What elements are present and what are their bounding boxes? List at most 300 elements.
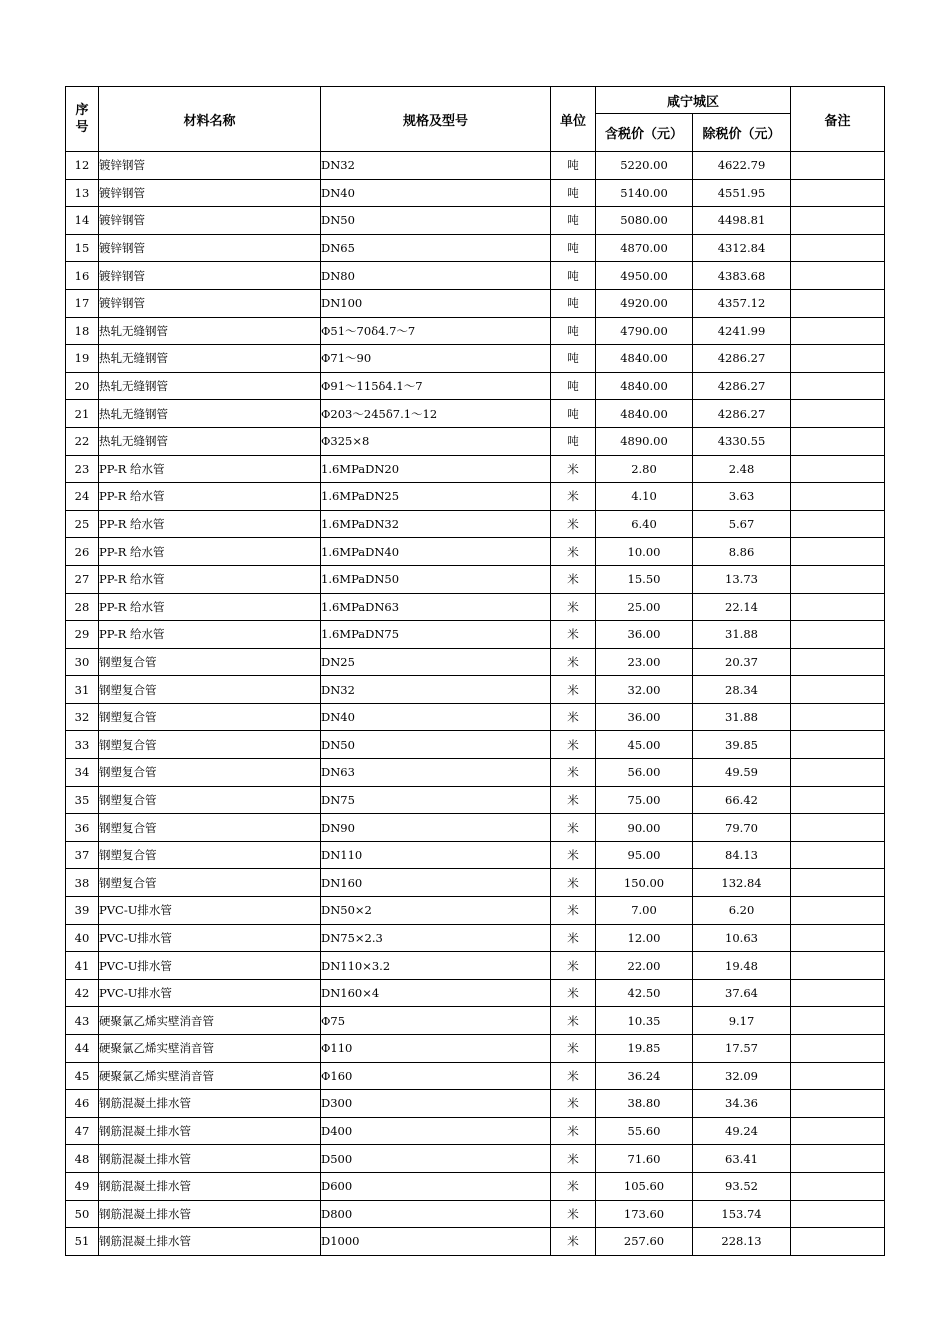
material-name-cell: 钢塑复合管 bbox=[99, 759, 321, 787]
price-with-tax-cell: 4790.00 bbox=[596, 317, 693, 345]
row-no-cell: 12 bbox=[66, 152, 99, 180]
price-with-tax-cell: 5140.00 bbox=[596, 179, 693, 207]
table-row bbox=[66, 234, 885, 262]
spec-model-cell: DN90 bbox=[321, 814, 551, 842]
table-row bbox=[66, 786, 885, 814]
table-row bbox=[66, 317, 885, 345]
price-without-tax-cell: 4383.68 bbox=[693, 262, 791, 290]
price-without-tax-cell: 49.24 bbox=[693, 1117, 791, 1145]
unit-cell: 米 bbox=[551, 786, 596, 814]
row-no-cell: 27 bbox=[66, 565, 99, 593]
row-no-cell: 32 bbox=[66, 703, 99, 731]
table-row bbox=[66, 207, 885, 235]
header-spec: 规格及型号 bbox=[321, 87, 551, 152]
price-with-tax-cell: 90.00 bbox=[596, 814, 693, 842]
unit-cell: 米 bbox=[551, 1228, 596, 1256]
spec-model-cell: D300 bbox=[321, 1090, 551, 1118]
price-with-tax-cell: 5220.00 bbox=[596, 152, 693, 180]
unit-cell: 米 bbox=[551, 1035, 596, 1063]
remark-cell bbox=[791, 731, 885, 759]
remark-cell bbox=[791, 841, 885, 869]
price-with-tax-cell: 15.50 bbox=[596, 565, 693, 593]
remark-cell bbox=[791, 924, 885, 952]
material-name-cell: 硬聚氯乙烯实壁消音管 bbox=[99, 1035, 321, 1063]
price-without-tax-cell: 153.74 bbox=[693, 1200, 791, 1228]
header-region: 咸宁城区 bbox=[596, 87, 791, 114]
spec-model-cell: DN50 bbox=[321, 207, 551, 235]
price-without-tax-cell: 17.57 bbox=[693, 1035, 791, 1063]
table-row bbox=[66, 345, 885, 373]
price-with-tax-cell: 55.60 bbox=[596, 1117, 693, 1145]
table-row bbox=[66, 510, 885, 538]
table-row bbox=[66, 179, 885, 207]
row-no-cell: 41 bbox=[66, 952, 99, 980]
spec-model-cell: DN160×4 bbox=[321, 979, 551, 1007]
unit-cell: 吨 bbox=[551, 372, 596, 400]
price-without-tax-cell: 32.09 bbox=[693, 1062, 791, 1090]
material-name-cell: PVC-U排水管 bbox=[99, 979, 321, 1007]
spec-model-cell: DN32 bbox=[321, 152, 551, 180]
remark-cell bbox=[791, 786, 885, 814]
table-row bbox=[66, 1228, 885, 1256]
remark-cell bbox=[791, 152, 885, 180]
table-row bbox=[66, 1200, 885, 1228]
table-row bbox=[66, 1172, 885, 1200]
price-without-tax-cell: 4241.99 bbox=[693, 317, 791, 345]
table-row bbox=[66, 565, 885, 593]
unit-cell: 米 bbox=[551, 1145, 596, 1173]
price-without-tax-cell: 4286.27 bbox=[693, 372, 791, 400]
price-without-tax-cell: 4357.12 bbox=[693, 289, 791, 317]
header-no: 序 号 bbox=[66, 87, 99, 152]
row-no-cell: 23 bbox=[66, 455, 99, 483]
price-without-tax-cell: 8.86 bbox=[693, 538, 791, 566]
material-name-cell: 硬聚氯乙烯实壁消音管 bbox=[99, 1007, 321, 1035]
unit-cell: 米 bbox=[551, 483, 596, 511]
row-no-cell: 19 bbox=[66, 345, 99, 373]
spec-model-cell: 1.6MPaDN50 bbox=[321, 565, 551, 593]
remark-cell bbox=[791, 510, 885, 538]
remark-cell bbox=[791, 1200, 885, 1228]
spec-model-cell: DN63 bbox=[321, 759, 551, 787]
remark-cell bbox=[791, 1117, 885, 1145]
header-remark: 备注 bbox=[791, 87, 885, 152]
spec-model-cell: Φ75 bbox=[321, 1007, 551, 1035]
spec-model-cell: Φ160 bbox=[321, 1062, 551, 1090]
table-row bbox=[66, 897, 885, 925]
table-row bbox=[66, 483, 885, 511]
material-name-cell: 钢筋混凝土排水管 bbox=[99, 1228, 321, 1256]
price-with-tax-cell: 4920.00 bbox=[596, 289, 693, 317]
row-no-cell: 22 bbox=[66, 427, 99, 455]
material-name-cell: PP-R 给水管 bbox=[99, 593, 321, 621]
remark-cell bbox=[791, 427, 885, 455]
material-name-cell: 钢塑复合管 bbox=[99, 869, 321, 897]
remark-cell bbox=[791, 897, 885, 925]
price-with-tax-cell: 2.80 bbox=[596, 455, 693, 483]
table-row bbox=[66, 676, 885, 704]
row-no-cell: 42 bbox=[66, 979, 99, 1007]
spec-model-cell: DN160 bbox=[321, 869, 551, 897]
remark-cell bbox=[791, 455, 885, 483]
unit-cell: 米 bbox=[551, 1117, 596, 1145]
price-with-tax-cell: 95.00 bbox=[596, 841, 693, 869]
remark-cell bbox=[791, 345, 885, 373]
remark-cell bbox=[791, 317, 885, 345]
unit-cell: 吨 bbox=[551, 317, 596, 345]
material-name-cell: PP-R 给水管 bbox=[99, 565, 321, 593]
spec-model-cell: D600 bbox=[321, 1172, 551, 1200]
table-row bbox=[66, 1145, 885, 1173]
table-row bbox=[66, 455, 885, 483]
table-row bbox=[66, 924, 885, 952]
price-with-tax-cell: 36.00 bbox=[596, 703, 693, 731]
unit-cell: 米 bbox=[551, 1200, 596, 1228]
spec-model-cell: Φ51～70δ4.7～7 bbox=[321, 317, 551, 345]
remark-cell bbox=[791, 372, 885, 400]
table-row bbox=[66, 152, 885, 180]
price-with-tax-cell: 36.00 bbox=[596, 621, 693, 649]
spec-model-cell: 1.6MPaDN20 bbox=[321, 455, 551, 483]
unit-cell: 吨 bbox=[551, 234, 596, 262]
remark-cell bbox=[791, 648, 885, 676]
row-no-cell: 21 bbox=[66, 400, 99, 428]
material-name-cell: 热轧无缝钢管 bbox=[99, 400, 321, 428]
table-row bbox=[66, 703, 885, 731]
spec-model-cell: DN50 bbox=[321, 731, 551, 759]
price-without-tax-cell: 4551.95 bbox=[693, 179, 791, 207]
material-name-cell: 硬聚氯乙烯实壁消音管 bbox=[99, 1062, 321, 1090]
price-with-tax-cell: 71.60 bbox=[596, 1145, 693, 1173]
row-no-cell: 31 bbox=[66, 676, 99, 704]
spec-model-cell: 1.6MPaDN75 bbox=[321, 621, 551, 649]
remark-cell bbox=[791, 565, 885, 593]
table-row bbox=[66, 841, 885, 869]
remark-cell bbox=[791, 952, 885, 980]
material-name-cell: PP-R 给水管 bbox=[99, 621, 321, 649]
row-no-cell: 34 bbox=[66, 759, 99, 787]
spec-model-cell: DN110×3.2 bbox=[321, 952, 551, 980]
table-row bbox=[66, 427, 885, 455]
price-with-tax-cell: 4.10 bbox=[596, 483, 693, 511]
row-no-cell: 45 bbox=[66, 1062, 99, 1090]
price-with-tax-cell: 6.40 bbox=[596, 510, 693, 538]
price-without-tax-cell: 5.67 bbox=[693, 510, 791, 538]
spec-model-cell: DN110 bbox=[321, 841, 551, 869]
price-with-tax-cell: 4840.00 bbox=[596, 400, 693, 428]
unit-cell: 米 bbox=[551, 648, 596, 676]
material-name-cell: 钢筋混凝土排水管 bbox=[99, 1172, 321, 1200]
price-without-tax-cell: 4312.84 bbox=[693, 234, 791, 262]
remark-cell bbox=[791, 207, 885, 235]
row-no-cell: 17 bbox=[66, 289, 99, 317]
material-name-cell: PP-R 给水管 bbox=[99, 455, 321, 483]
material-name-cell: 镀锌钢管 bbox=[99, 152, 321, 180]
spec-model-cell: D1000 bbox=[321, 1228, 551, 1256]
price-with-tax-cell: 10.35 bbox=[596, 1007, 693, 1035]
table-row bbox=[66, 952, 885, 980]
row-no-cell: 49 bbox=[66, 1172, 99, 1200]
price-with-tax-cell: 4870.00 bbox=[596, 234, 693, 262]
remark-cell bbox=[791, 1007, 885, 1035]
price-with-tax-cell: 19.85 bbox=[596, 1035, 693, 1063]
price-without-tax-cell: 9.17 bbox=[693, 1007, 791, 1035]
price-without-tax-cell: 37.64 bbox=[693, 979, 791, 1007]
unit-cell: 米 bbox=[551, 952, 596, 980]
row-no-cell: 47 bbox=[66, 1117, 99, 1145]
price-without-tax-cell: 10.63 bbox=[693, 924, 791, 952]
price-without-tax-cell: 28.34 bbox=[693, 676, 791, 704]
price-with-tax-cell: 173.60 bbox=[596, 1200, 693, 1228]
remark-cell bbox=[791, 593, 885, 621]
spec-model-cell: DN40 bbox=[321, 179, 551, 207]
price-without-tax-cell: 4286.27 bbox=[693, 345, 791, 373]
spec-model-cell: 1.6MPaDN40 bbox=[321, 538, 551, 566]
header-price-tax: 含税价（元） bbox=[596, 114, 693, 152]
material-name-cell: PP-R 给水管 bbox=[99, 483, 321, 511]
price-with-tax-cell: 25.00 bbox=[596, 593, 693, 621]
unit-cell: 米 bbox=[551, 731, 596, 759]
remark-cell bbox=[791, 979, 885, 1007]
unit-cell: 米 bbox=[551, 897, 596, 925]
unit-cell: 米 bbox=[551, 703, 596, 731]
price-without-tax-cell: 31.88 bbox=[693, 621, 791, 649]
spec-model-cell: DN75×2.3 bbox=[321, 924, 551, 952]
remark-cell bbox=[791, 814, 885, 842]
row-no-cell: 46 bbox=[66, 1090, 99, 1118]
price-without-tax-cell: 22.14 bbox=[693, 593, 791, 621]
price-with-tax-cell: 45.00 bbox=[596, 731, 693, 759]
unit-cell: 米 bbox=[551, 455, 596, 483]
material-name-cell: PVC-U排水管 bbox=[99, 897, 321, 925]
table-row bbox=[66, 1090, 885, 1118]
spec-model-cell: Φ71～90 bbox=[321, 345, 551, 373]
price-with-tax-cell: 56.00 bbox=[596, 759, 693, 787]
spec-model-cell: 1.6MPaDN25 bbox=[321, 483, 551, 511]
price-with-tax-cell: 4890.00 bbox=[596, 427, 693, 455]
unit-cell: 米 bbox=[551, 979, 596, 1007]
material-name-cell: 钢筋混凝土排水管 bbox=[99, 1200, 321, 1228]
spec-model-cell: Φ91～115δ4.1～7 bbox=[321, 372, 551, 400]
row-no-cell: 43 bbox=[66, 1007, 99, 1035]
price-with-tax-cell: 36.24 bbox=[596, 1062, 693, 1090]
remark-cell bbox=[791, 1062, 885, 1090]
row-no-cell: 26 bbox=[66, 538, 99, 566]
remark-cell bbox=[791, 621, 885, 649]
price-without-tax-cell: 31.88 bbox=[693, 703, 791, 731]
price-without-tax-cell: 3.63 bbox=[693, 483, 791, 511]
price-without-tax-cell: 39.85 bbox=[693, 731, 791, 759]
table-header bbox=[66, 87, 885, 152]
material-name-cell: 热轧无缝钢管 bbox=[99, 427, 321, 455]
unit-cell: 米 bbox=[551, 841, 596, 869]
price-with-tax-cell: 257.60 bbox=[596, 1228, 693, 1256]
table-row bbox=[66, 1062, 885, 1090]
table-row bbox=[66, 400, 885, 428]
remark-cell bbox=[791, 262, 885, 290]
unit-cell: 吨 bbox=[551, 152, 596, 180]
table-row bbox=[66, 1117, 885, 1145]
unit-cell: 米 bbox=[551, 593, 596, 621]
unit-cell: 米 bbox=[551, 869, 596, 897]
price-without-tax-cell: 132.84 bbox=[693, 869, 791, 897]
material-name-cell: 钢塑复合管 bbox=[99, 814, 321, 842]
row-no-cell: 50 bbox=[66, 1200, 99, 1228]
price-with-tax-cell: 7.00 bbox=[596, 897, 693, 925]
remark-cell bbox=[791, 1172, 885, 1200]
material-name-cell: 镀锌钢管 bbox=[99, 262, 321, 290]
header-price-notax: 除税价（元） bbox=[693, 114, 791, 152]
unit-cell: 米 bbox=[551, 510, 596, 538]
price-without-tax-cell: 6.20 bbox=[693, 897, 791, 925]
spec-model-cell: DN65 bbox=[321, 234, 551, 262]
price-without-tax-cell: 63.41 bbox=[693, 1145, 791, 1173]
table-row bbox=[66, 1007, 885, 1035]
price-with-tax-cell: 42.50 bbox=[596, 979, 693, 1007]
unit-cell: 米 bbox=[551, 621, 596, 649]
spec-model-cell: DN75 bbox=[321, 786, 551, 814]
spec-model-cell: DN50×2 bbox=[321, 897, 551, 925]
material-name-cell: 钢筋混凝土排水管 bbox=[99, 1117, 321, 1145]
material-name-cell: 钢塑复合管 bbox=[99, 703, 321, 731]
material-name-cell: PVC-U排水管 bbox=[99, 952, 321, 980]
remark-cell bbox=[791, 869, 885, 897]
row-no-cell: 13 bbox=[66, 179, 99, 207]
spec-model-cell: D500 bbox=[321, 1145, 551, 1173]
price-without-tax-cell: 84.13 bbox=[693, 841, 791, 869]
unit-cell: 吨 bbox=[551, 207, 596, 235]
remark-cell bbox=[791, 676, 885, 704]
price-without-tax-cell: 34.36 bbox=[693, 1090, 791, 1118]
table-row bbox=[66, 372, 885, 400]
row-no-cell: 38 bbox=[66, 869, 99, 897]
material-name-cell: 热轧无缝钢管 bbox=[99, 345, 321, 373]
table-row bbox=[66, 538, 885, 566]
spec-model-cell: DN80 bbox=[321, 262, 551, 290]
row-no-cell: 25 bbox=[66, 510, 99, 538]
row-no-cell: 28 bbox=[66, 593, 99, 621]
price-with-tax-cell: 75.00 bbox=[596, 786, 693, 814]
table-row bbox=[66, 593, 885, 621]
price-with-tax-cell: 23.00 bbox=[596, 648, 693, 676]
price-with-tax-cell: 22.00 bbox=[596, 952, 693, 980]
material-name-cell: PP-R 给水管 bbox=[99, 538, 321, 566]
table-row bbox=[66, 979, 885, 1007]
price-without-tax-cell: 13.73 bbox=[693, 565, 791, 593]
table-row bbox=[66, 814, 885, 842]
price-with-tax-cell: 4840.00 bbox=[596, 372, 693, 400]
price-without-tax-cell: 4498.81 bbox=[693, 207, 791, 235]
price-without-tax-cell: 93.52 bbox=[693, 1172, 791, 1200]
row-no-cell: 35 bbox=[66, 786, 99, 814]
unit-cell: 米 bbox=[551, 1090, 596, 1118]
price-without-tax-cell: 4622.79 bbox=[693, 152, 791, 180]
remark-cell bbox=[791, 1145, 885, 1173]
price-without-tax-cell: 4330.55 bbox=[693, 427, 791, 455]
spec-model-cell: Φ325×8 bbox=[321, 427, 551, 455]
unit-cell: 吨 bbox=[551, 262, 596, 290]
row-no-cell: 18 bbox=[66, 317, 99, 345]
material-name-cell: 钢塑复合管 bbox=[99, 676, 321, 704]
material-name-cell: 镀锌钢管 bbox=[99, 179, 321, 207]
row-no-cell: 48 bbox=[66, 1145, 99, 1173]
row-no-cell: 30 bbox=[66, 648, 99, 676]
unit-cell: 吨 bbox=[551, 179, 596, 207]
spec-model-cell: Φ203～245δ7.1～12 bbox=[321, 400, 551, 428]
remark-cell bbox=[791, 179, 885, 207]
unit-cell: 米 bbox=[551, 538, 596, 566]
remark-cell bbox=[791, 538, 885, 566]
price-without-tax-cell: 79.70 bbox=[693, 814, 791, 842]
table-body bbox=[66, 152, 885, 1256]
remark-cell bbox=[791, 1090, 885, 1118]
material-name-cell: 钢塑复合管 bbox=[99, 648, 321, 676]
price-with-tax-cell: 5080.00 bbox=[596, 207, 693, 235]
material-name-cell: 镀锌钢管 bbox=[99, 289, 321, 317]
header-name: 材料名称 bbox=[99, 87, 321, 152]
remark-cell bbox=[791, 759, 885, 787]
row-no-cell: 37 bbox=[66, 841, 99, 869]
unit-cell: 米 bbox=[551, 814, 596, 842]
price-without-tax-cell: 20.37 bbox=[693, 648, 791, 676]
material-name-cell: PVC-U排水管 bbox=[99, 924, 321, 952]
row-no-cell: 20 bbox=[66, 372, 99, 400]
spec-model-cell: D800 bbox=[321, 1200, 551, 1228]
spec-model-cell: DN25 bbox=[321, 648, 551, 676]
material-name-cell: PP-R 给水管 bbox=[99, 510, 321, 538]
price-table bbox=[65, 86, 885, 1256]
price-without-tax-cell: 4286.27 bbox=[693, 400, 791, 428]
spec-model-cell: DN100 bbox=[321, 289, 551, 317]
row-no-cell: 39 bbox=[66, 897, 99, 925]
table-row bbox=[66, 731, 885, 759]
material-name-cell: 镀锌钢管 bbox=[99, 207, 321, 235]
remark-cell bbox=[791, 400, 885, 428]
remark-cell bbox=[791, 703, 885, 731]
table-row bbox=[66, 759, 885, 787]
table-row bbox=[66, 262, 885, 290]
unit-cell: 米 bbox=[551, 1007, 596, 1035]
table-row bbox=[66, 621, 885, 649]
row-no-cell: 16 bbox=[66, 262, 99, 290]
price-with-tax-cell: 4840.00 bbox=[596, 345, 693, 373]
unit-cell: 米 bbox=[551, 1172, 596, 1200]
remark-cell bbox=[791, 1228, 885, 1256]
row-no-cell: 29 bbox=[66, 621, 99, 649]
unit-cell: 吨 bbox=[551, 427, 596, 455]
price-with-tax-cell: 32.00 bbox=[596, 676, 693, 704]
price-with-tax-cell: 38.80 bbox=[596, 1090, 693, 1118]
price-with-tax-cell: 150.00 bbox=[596, 869, 693, 897]
price-without-tax-cell: 2.48 bbox=[693, 455, 791, 483]
table-row bbox=[66, 648, 885, 676]
row-no-cell: 44 bbox=[66, 1035, 99, 1063]
spec-model-cell: 1.6MPaDN63 bbox=[321, 593, 551, 621]
remark-cell bbox=[791, 234, 885, 262]
remark-cell bbox=[791, 483, 885, 511]
price-without-tax-cell: 228.13 bbox=[693, 1228, 791, 1256]
unit-cell: 米 bbox=[551, 565, 596, 593]
price-without-tax-cell: 66.42 bbox=[693, 786, 791, 814]
price-without-tax-cell: 49.59 bbox=[693, 759, 791, 787]
spec-model-cell: 1.6MPaDN32 bbox=[321, 510, 551, 538]
price-without-tax-cell: 19.48 bbox=[693, 952, 791, 980]
table-row bbox=[66, 289, 885, 317]
row-no-cell: 14 bbox=[66, 207, 99, 235]
unit-cell: 米 bbox=[551, 676, 596, 704]
row-no-cell: 15 bbox=[66, 234, 99, 262]
remark-cell bbox=[791, 1035, 885, 1063]
